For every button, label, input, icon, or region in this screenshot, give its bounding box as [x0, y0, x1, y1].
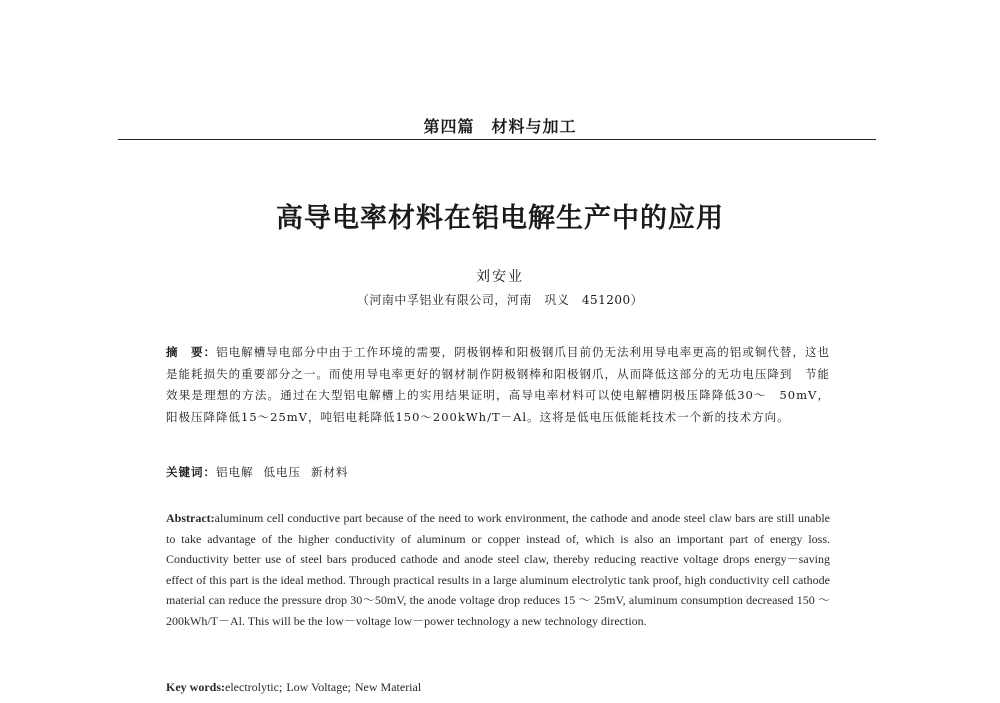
english-abstract-label: Abstract:	[166, 511, 215, 525]
section-header: 第四篇 材料与加工	[423, 117, 577, 136]
author-name: 刘安业	[476, 269, 524, 285]
chinese-abstract-label: 摘 要：	[166, 345, 217, 359]
english-keywords-label: Key words:	[166, 680, 225, 694]
chinese-abstract	[166, 342, 830, 428]
english-keywords	[166, 680, 830, 695]
paper-title: 高导电率材料在铝电解生产中的应用	[276, 203, 724, 234]
chinese-keyword: 铝电解	[216, 465, 254, 479]
english-abstract-text: aluminum cell conductive part because of the need to work environment, the cathode and anode steel claw bars are still unable to take advantage of the higher conductivity of aluminum or copper instead of, which is also an important part of energy loss. Conductivity better use of steel bars produced cathode and anode steel claw, thereby reducing reactive voltage drops energy－saving effect of this part is the ideal method. Through practical results in a large aluminum electrolytic tank proof, high conductivity cell cathode material can reduce the pressure drop 30～50mV, the anode voltage drop reduces 15 ～ 25mV, aluminum consumption decreased 150 ～ 200kWh/T－Al. This will be the low－voltage low－power technology a new technology direction.	[166, 511, 830, 628]
chinese-keywords-label: 关键词：	[166, 465, 216, 479]
chinese-keyword: 低电压	[263, 465, 301, 479]
author-affiliation: （河南中孚铝业有限公司，河南 巩义 451200）	[356, 293, 644, 307]
english-keyword: Low Voltage;	[286, 680, 351, 694]
english-keyword: New Material	[354, 680, 422, 694]
header-divider	[118, 139, 876, 140]
chinese-keywords	[166, 464, 830, 480]
chinese-keyword: 新材料	[311, 465, 349, 479]
english-keyword: electrolytic;	[225, 680, 283, 694]
chinese-abstract-text: 铝电解槽导电部分中由于工作环境的需要，阴极钢棒和阳极钢爪目前仍无法利用导电率更高的铝或铜代替，这也是能耗损失的重要部分之一。而使用导电率更好的钢材制作阴极钢棒和阳极钢爪，从而降低这部分的无功电压降到 节能效果是理想的方法。通过在大型铝电解槽上的实用结果证明，高导电率材料可以使电解槽阴极压降降低30～ 50mV，阳极压降降低15～25mV，吨铝电耗降低150～200kWh/T－Al。这将是低电压低能耗技术一个新的技术方向。	[166, 345, 831, 424]
english-abstract	[166, 508, 830, 631]
